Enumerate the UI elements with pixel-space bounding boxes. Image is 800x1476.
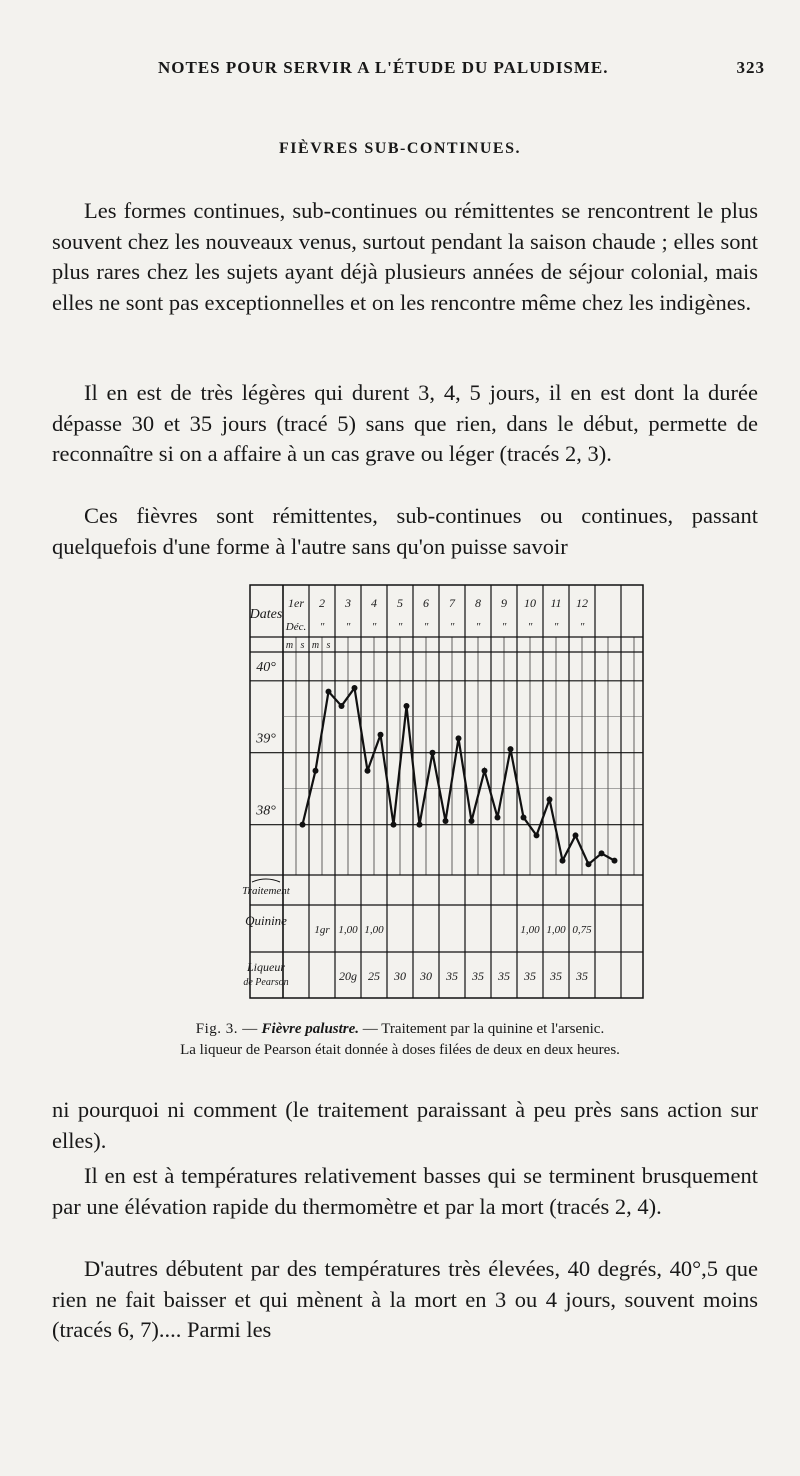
liqueur-label: Liqueur [246,960,286,974]
temperature-point [482,768,488,774]
liqueur-dose: 35 [498,969,510,983]
page-number: 323 [736,58,765,77]
caption-text: — Traitement par la quinine et l'arsenic. [362,1021,605,1037]
quinine-dose: 1gr [314,924,330,936]
morning-evening-label: s [326,640,331,651]
day-label: 12 [576,596,588,610]
quinine-label: Quinine [245,913,287,928]
temperature-point [378,732,384,738]
day-label: 8 [475,596,481,610]
quinine-dose: 1,00 [520,924,540,936]
paragraph-2: Il en est de très légères qui durent 3, 4, 5 jours, il en est dont la durée dépasse 30 et 35 jours (tracé 5) sans que rien, dans le début, permette de reconnaître si on a affaire à un cas grave ou léger (tracés 2, 3). [52,380,758,467]
day-label: 10 [524,596,536,610]
ditto-mark: " [501,621,507,633]
morning-evening-label: m [311,640,320,651]
temperature-point [339,703,345,709]
liqueur-dose: 20g [339,969,357,983]
paragraph-5: Il en est à températures relativement basses qui se terminent brusquement par une élévation rapide du thermomètre et par la mort (tracés 2, 4). [52,1163,758,1219]
liqueur-dose: 35 [524,969,536,983]
temperature-chart [242,580,645,1000]
pearson-label: de Pearson [243,977,289,988]
y-tick-label: 39° [256,731,276,747]
liqueur-dose: 35 [446,969,458,983]
day-label: 11 [550,596,562,610]
paragraph-3: Ces fièvres sont rémittentes, sub-continues ou continues, passant quelquefois d'une forme à l'autre sans qu'on puisse savoir [52,503,758,559]
caption-title: Fièvre palustre. [261,1021,360,1037]
quinine-dose: 1,00 [546,924,566,936]
running-head-title: NOTES POUR SERVIR A L'ÉTUDE DU PALUDISME. [158,58,609,77]
traitement-brace [252,879,280,882]
caption-label: Fig. 3. — [195,1021,258,1037]
traitement-label: Traitement [242,885,290,897]
ditto-mark: " [397,621,403,633]
day-label: 5 [397,596,403,610]
temperature-chart-figure [242,580,645,1000]
quinine-dose: 1,00 [338,924,358,936]
temperature-point [599,850,605,856]
liqueur-dose: 35 [576,969,588,983]
month-label: Déc. [285,621,307,633]
day-label: 1er [288,596,304,610]
section-title: FIÈVRES SUB-CONTINUES. [279,140,521,157]
day-label: 3 [345,596,351,610]
temperature-point [430,750,436,756]
paragraph-6: D'autres débutent par des températures très élevées, 40 degrés, 40°,5 que rien ne fait baisser et qui mènent à la mort en 3 ou 4 jours, souvent moins (tracés 6, 7).... Parmi les [52,1256,758,1343]
figure-caption-line-2: La liqueur de Pearson était donnée à doses filées de deux en deux heures. [180,1042,620,1058]
day-label: 7 [449,596,455,610]
morning-evening-label: s [300,640,305,651]
ditto-mark: " [553,621,559,633]
temperature-point [521,814,527,820]
day-label: 2 [319,596,325,610]
temperature-point [612,858,618,864]
temperature-point [508,746,514,752]
temperature-point [469,818,475,824]
morning-evening-label: m [285,640,294,651]
paragraph-1: Les formes continues, sub-continues ou rémittentes se rencontrent le plus souvent chez les nouveaux venus, surtout pendant la saison chaude ; elles sont plus rares chez les sujets ayant déjà plusieurs années de séjour colonial, mais elles ne sont pas exceptionnelles et on les rencontre même chez les indigènes. [52,198,758,315]
day-label: 6 [423,596,429,610]
day-label: 4 [371,596,377,610]
day-label: 9 [501,596,507,610]
quinine-dose: 0,75 [572,924,592,936]
ditto-mark: " [579,621,585,633]
temperature-point [573,832,579,838]
paragraph-4: ni pourquoi ni comment (le traitement paraissant à peu près sans action sur elles). [52,1097,758,1153]
temperature-point [313,768,319,774]
figure-caption [40,1019,760,1039]
temperature-point [534,832,540,838]
temperature-point [352,685,358,691]
temperature-point [326,689,332,695]
temperature-point [404,703,410,709]
temperature-point [456,735,462,741]
dates-row-label: Dates [249,607,283,622]
ditto-mark: " [449,621,455,633]
temperature-point [560,858,566,864]
ditto-mark: " [371,621,377,633]
temperature-point [300,822,306,828]
quinine-dose: 1,00 [364,924,384,936]
ditto-mark: " [423,621,429,633]
temperature-point [586,861,592,867]
temperature-point [443,818,449,824]
ditto-mark: " [319,621,325,633]
liqueur-dose: 35 [472,969,484,983]
temperature-point [391,822,397,828]
liqueur-dose: 30 [420,969,432,983]
temperature-point [495,814,501,820]
liqueur-dose: 30 [394,969,406,983]
temperature-series-line [303,688,615,864]
liqueur-dose: 25 [368,969,380,983]
liqueur-dose: 35 [550,969,562,983]
ditto-mark: " [527,621,533,633]
temperature-point [417,822,423,828]
y-tick-label: 40° [256,659,276,675]
temperature-point [365,768,371,774]
ditto-mark: " [475,621,481,633]
temperature-point [547,796,553,802]
ditto-mark: " [345,621,351,633]
y-tick-label: 38° [256,803,276,819]
